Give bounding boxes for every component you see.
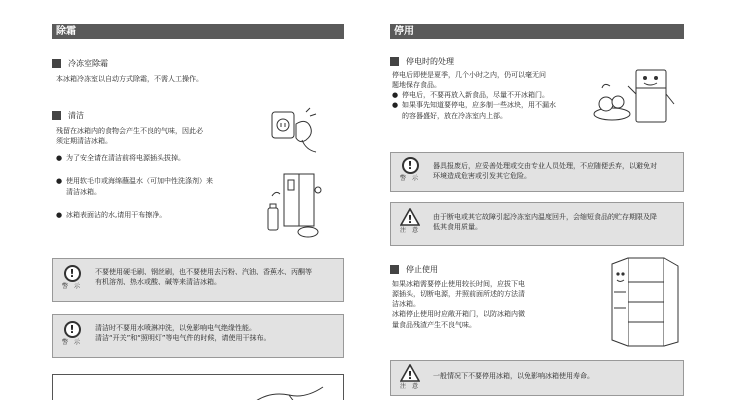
exclamation-circle-icon: !	[64, 265, 81, 282]
square-bullet-icon	[52, 111, 61, 120]
section-header-defrost: 除霜	[52, 24, 344, 39]
subheading-cleaning	[52, 110, 84, 122]
subheading-stop-use	[390, 264, 438, 276]
square-bullet-icon	[390, 57, 399, 66]
subheading-text: 清洁	[68, 111, 84, 120]
list-item: ● 如果事先知道要停电，应多制一些冰块，用不漏水 的容器盛好，放在冷冻室内上部。	[392, 101, 556, 120]
caution-box-stop-use	[390, 360, 684, 396]
cartoon-fridge-illustration	[590, 64, 680, 134]
exclamation-circle-icon: !	[64, 321, 81, 338]
subheading-freezer-defrost	[52, 58, 108, 70]
open-fridge-illustration	[598, 252, 684, 352]
hand-sketch-icon	[249, 381, 329, 400]
stop-use-text: 如果冰箱需要停止使用较长时间，应拔下电 源插头，切断电源，并照前面所述的方法清 洁冰箱。 冰箱停止使用时应敞开箱门，以防冰箱内微 量食品残渣产生不良气味。	[392, 280, 525, 329]
warning-icon-group: ! 警 示	[62, 323, 82, 346]
caution-icon-group: ! 注 意	[398, 208, 422, 236]
freezer-defrost-text: 本冰箱冷冻室以自动方式除霜，不需人工操作。	[56, 75, 203, 83]
warning-triangle-icon	[400, 208, 420, 226]
warning-box-disposal	[390, 152, 684, 192]
list-item: ● 停电后，不要再放入新食品，尽量不开冰箱门。	[392, 91, 549, 100]
next-section-box	[52, 374, 344, 400]
subheading-text: 停止使用	[406, 265, 438, 274]
exclamation-circle-icon: !	[402, 157, 419, 174]
warning-box-water-spray	[52, 314, 344, 358]
section-header-stop-use: 停用	[390, 24, 684, 39]
fridge-cleaning-illustration	[262, 170, 324, 240]
warning-icon-group: ! 警 示	[62, 267, 82, 290]
warning-box-cleaning-materials	[52, 258, 344, 302]
warning-text: 不要使用硬毛刷、钢丝刷，也不要使用去污粉、汽油、香蕉水、丙酮等 有机溶剂、热水或酸、碱等来清洁冰箱。	[95, 268, 312, 287]
list-item: ● 冰箱表面沾的水,请用干布擦净。	[56, 210, 167, 219]
square-bullet-icon	[390, 265, 399, 274]
warning-text: 器具报废后，应妥善处理或交由专业人员处理，不应随便丢弃，以避免对 环境造成危害或引发其它危险。	[433, 162, 657, 181]
subheading-text: 停电时的处理	[406, 57, 454, 66]
caution-icon-group: ! 注 意	[398, 364, 422, 392]
list-item: ● 为了安全请在清洁前将电源插头拔掉。	[56, 154, 185, 163]
cleaning-text: 残留在冰箱内的食物会产生不良的气味，因此必 须定期清洁冰箱。 ● 为了安全请在清洁前将电源插头拔掉。 ● 使用软毛巾或海绵蘸温水（可加中性洗涤剂）来 清洁冰箱。 ● 冰箱表面沾的水,请用干布擦净。	[56, 126, 256, 220]
svg-text:!: !	[407, 369, 413, 382]
svg-text:!: !	[407, 213, 413, 226]
power-outage-text: 停电后即使是夏季，几个小时之内，仍可以毫无问 题地保存食品。 ● 停电后，不要再放入新食品，尽量不开冰箱门。 ● 如果事先知道要停电，应多制一些冰块，用不漏水 的容器盛好，放在冷冻室内上部。	[392, 70, 572, 121]
subheading-power-outage	[390, 56, 454, 68]
subheading-text: 冷冻室除霜	[68, 59, 108, 68]
warning-icon-group: ! 警 示	[400, 159, 420, 182]
caution-text: 一般情况下不要停用冰箱，以免影响冰箱使用寿命。	[433, 372, 594, 380]
warning-triangle-icon	[400, 364, 420, 382]
square-bullet-icon	[52, 59, 61, 68]
caution-text: 由于断电或其它故障引起冷冻室内温度回升，会缩短食品的贮存期限及降 低其食用质量。	[433, 213, 657, 232]
warning-text: 清洁时不要用水喷淋冲洗，以免影响电气绝缘性能。 清洁“开关”和“照明灯”等电气件的时候，请使用干抹布。	[95, 324, 271, 343]
list-item: ● 使用软毛巾或海绵蘸温水（可加中性洗涤剂）来 清洁冰箱。	[56, 177, 213, 196]
caution-box-temperature	[390, 202, 684, 246]
unplug-illustration	[266, 104, 322, 154]
